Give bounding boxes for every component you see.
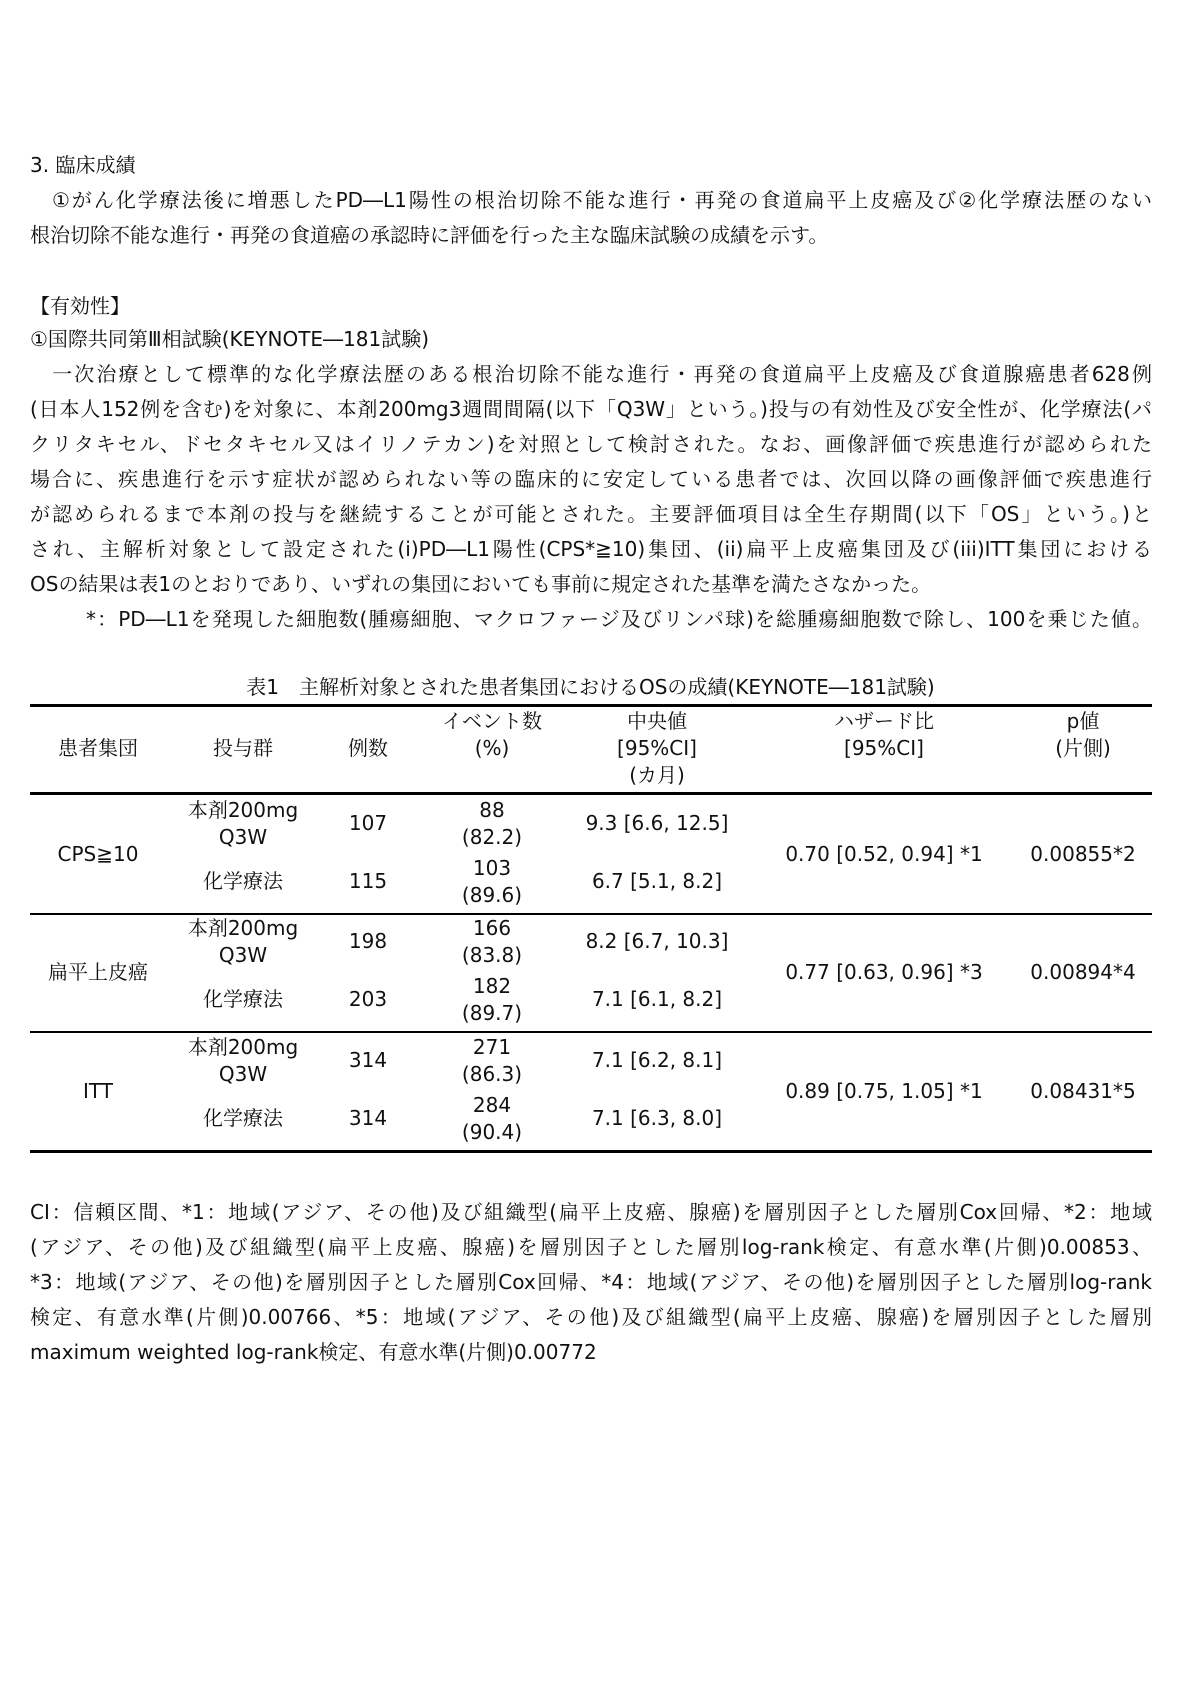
group-name [58,841,139,868]
arm-name [203,1105,283,1132]
hazard-ratio-line: 0.77 [0.63, 0.96] *3 [785,960,983,984]
hazard-ratio [785,841,982,868]
median-os-line: 7.1 [6.1, 8.2] [591,987,723,1011]
event-count-line: 166 [472,916,512,940]
patient-count [349,928,387,955]
header-bottom-rule [30,792,1152,795]
header-hr-line: [95%CI] [844,736,924,760]
footnote-line: (アジア、その他)及び組織型(扁平上皮癌、腺癌)を層別因子とした層別log-rank検定、有意水準(片側)0.00853、 [30,1235,1152,1259]
event-count-line: (89.6) [461,883,523,907]
body-line: 一次治療として標準的な化学療法歴のある根治切除不能な進行・再発の食道扁平上皮癌及び食道腺癌患者628例 [30,362,1152,386]
header-median-line: (カ月) [629,763,685,787]
event-count [462,915,522,969]
median-os-line: 9.3 [6.6, 12.5] [585,811,729,835]
header-arm: 投与群 [213,736,273,760]
arm-name-line: Q3W [218,825,268,849]
arm-name [188,797,298,851]
header-p [1055,708,1111,762]
group-name [83,1078,113,1105]
median-os [586,928,729,955]
arm-name [203,868,283,895]
body-line: が認められるまで本剤の投与を継続することが可能とされた。主要評価項目は全生存期間(以下「OS」という。)と [30,502,1152,526]
section-heading: 3. 臨床成績 [30,153,136,177]
arm-name-line: 本剤200mg [187,798,299,822]
group-name-line: CPS≧10 [57,842,139,866]
event-count [462,797,522,851]
hazard-ratio [785,1078,982,1105]
p-value [1030,959,1135,986]
hazard-ratio [785,959,982,986]
header-p-line: (片側) [1055,736,1111,760]
patient-count-line: 107 [348,811,388,835]
header-p-line: p値 [1066,709,1100,733]
arm-name-line: 本剤200mg [187,1035,299,1059]
event-count [462,973,522,1027]
patient-count-line: 198 [348,929,388,953]
group-name-line: 扁平上皮癌 [48,960,148,984]
median-os-line: 8.2 [6.7, 10.3] [585,929,729,953]
event-count [462,1034,522,1088]
median-os-line: 7.1 [6.2, 8.1] [591,1048,723,1072]
median-os [586,810,729,837]
arm-name-line: 化学療法 [203,987,283,1011]
intro-line: ①がん化学療法後に増悪したPD―L1陽性の根治切除不能な進行・再発の食道扁平上皮癌及び②化学療法歴のない [30,188,1152,212]
header-events [442,708,542,762]
hazard-ratio-line: 0.89 [0.75, 1.05] *1 [785,1079,983,1103]
median-os [592,1105,722,1132]
patient-count [349,986,387,1013]
arm-name [188,915,298,969]
median-os [592,868,722,895]
arm-name-line: 化学療法 [203,1106,283,1130]
efficacy-heading: 【有効性】 [30,294,130,318]
p-value [1030,841,1135,868]
patient-count [349,868,387,895]
header-events-line: イベント数 [442,709,542,733]
table-caption: 表1 主解析対象とされた患者集団におけるOSの成績(KEYNOTE―181試験) [246,675,935,699]
trial-heading: ①国際共同第Ⅲ相試験(KEYNOTE―181試験) [30,327,430,351]
header-group: 患者集団 [58,736,138,760]
header-median-line: 中央値 [626,709,687,733]
arm-name-line: Q3W [218,943,268,967]
event-count-line: (90.4) [461,1120,523,1144]
header-median [617,708,697,789]
footnote-line: *3：地域(アジア、その他)を層別因子とした層別Cox回帰、*4：地域(アジア、その他)を層別因子とした層別log-rank [30,1270,1152,1294]
patient-count [349,1105,387,1132]
arm-name [203,986,283,1013]
p-value-line: 0.08431*5 [1030,1079,1136,1103]
median-os [592,986,722,1013]
group-name [48,959,148,986]
p-value-line: 0.00894*4 [1030,960,1136,984]
patient-count-line: 203 [348,987,388,1011]
arm-name-line: 化学療法 [203,869,283,893]
body-line: OSの結果は表1のとおりであり、いずれの集団においても事前に規定された基準を満たさなかった。 [30,572,932,596]
event-count-line: 88 [479,798,505,822]
footnote-line: CI：信頼区間、*1：地域(アジア、その他)及び組織型(扁平上皮癌、腺癌)を層別因子とした層別Cox回帰、*2：地域 [30,1200,1152,1224]
median-os-line: 6.7 [5.1, 8.2] [591,869,723,893]
body-line: クリタキセル、ドセタキセル又はイリノテカン)を対照として検討された。なお、画像評価で疾患進行が認められた [30,432,1152,456]
event-count-line: (82.2) [461,825,523,849]
intro-line: 根治切除不能な進行・再発の食道癌の承認時に評価を行った主な臨床試験の成績を示す。 [30,223,829,247]
event-count-line: 284 [472,1093,512,1117]
patient-count-line: 314 [348,1048,388,1072]
event-count-line: 271 [472,1035,512,1059]
event-count-line: 182 [472,974,512,998]
header-events-line: (%) [474,736,510,760]
header-n: 例数 [348,736,388,760]
table-top-rule [30,704,1152,707]
header-hr [834,708,934,762]
body-line: され、主解析対象として設定された(i)PD―L1陽性(CPS*≧10)集団、(ii)扁平上皮癌集団及び(iii)ITT集団における [30,537,1152,561]
hazard-ratio-line: 0.70 [0.52, 0.94] *1 [785,842,983,866]
body-line: 場合に、疾患進行を示す症状が認められない等の臨床的に安定している患者では、次回以降の画像評価で疾患進行 [30,467,1152,491]
patient-count [349,1047,387,1074]
event-count [462,1092,522,1146]
group-name-line: ITT [83,1079,113,1103]
table-bottom-rule [30,1150,1152,1153]
median-os-line: 7.1 [6.3, 8.0] [591,1106,723,1130]
group-divider [30,1031,1152,1033]
body-line: (日本人152例を含む)を対象に、本剤200mg3週間間隔(以下「Q3W」という。)投与の有効性及び安全性が、化学療法(パ [30,397,1152,421]
arm-name-line: Q3W [218,1062,268,1086]
header-hr-line: ハザード比 [834,709,934,733]
patient-count [349,810,387,837]
event-count-line: (86.3) [461,1062,523,1086]
event-count-line: 103 [472,856,512,880]
footnote-line: 検定、有意水準(片側)0.00766、*5：地域(アジア、その他)及び組織型(扁平上皮癌、腺癌)を層別因子とした層別 [30,1305,1152,1329]
asterisk-note: *：PD―L1を発現した細胞数(腫瘍細胞、マクロファージ及びリンパ球)を総腫瘍細胞数で除し、100を乗じた値。 [86,607,1152,631]
arm-name [188,1034,298,1088]
patient-count-line: 115 [348,869,388,893]
p-value [1030,1078,1135,1105]
event-count [462,855,522,909]
arm-name-line: 本剤200mg [187,916,299,940]
header-median-line: [95%CI] [617,736,697,760]
event-count-line: (83.8) [461,943,523,967]
p-value-line: 0.00855*2 [1030,842,1136,866]
event-count-line: (89.7) [461,1001,523,1025]
median-os [592,1047,722,1074]
footnote-line: maximum weighted log-rank検定、有意水準(片側)0.00772 [30,1340,597,1364]
patient-count-line: 314 [348,1106,388,1130]
